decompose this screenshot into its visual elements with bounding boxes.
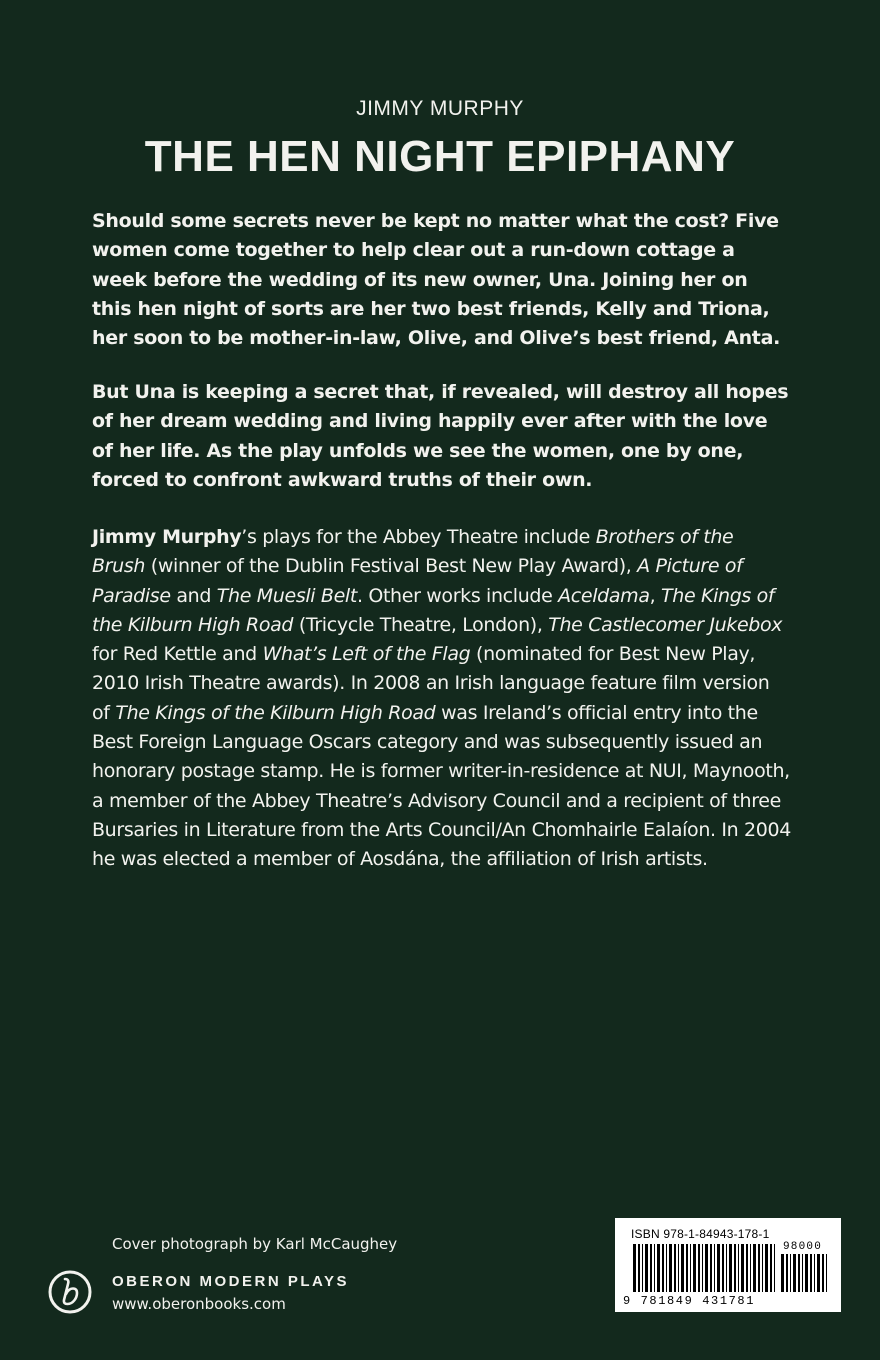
- barcode-bar: [814, 1254, 815, 1292]
- bio-text: . Other works include: [356, 584, 559, 607]
- barcode-bar: [793, 1254, 796, 1292]
- bio-text: (Tricycle Theatre, London),: [293, 613, 549, 636]
- bio-work-title: The Castlecomer Jukebox: [548, 613, 783, 636]
- series-name: OBERON MODERN PLAYS: [112, 1273, 349, 1290]
- barcode-bar: [774, 1244, 775, 1292]
- barcode-bar: [770, 1244, 772, 1292]
- bio-work-title: Aceldama: [558, 584, 650, 607]
- barcode-bar: [810, 1254, 812, 1292]
- barcode-bar: [642, 1244, 643, 1292]
- bio-work-title: What’s Left of the Flag: [262, 643, 471, 666]
- barcode-bar: [674, 1244, 676, 1292]
- barcode-bar: [802, 1254, 803, 1292]
- barcode-bar: [738, 1244, 739, 1292]
- barcode-bar: [758, 1244, 760, 1292]
- barcode-bar: [741, 1244, 744, 1292]
- bio-work-title: The Kings of the Kilburn High Road: [115, 701, 436, 724]
- barcode-bar: [734, 1244, 736, 1292]
- barcode-bar: [654, 1244, 655, 1292]
- barcode-bar: [657, 1244, 660, 1292]
- barcode-bar: [690, 1244, 691, 1292]
- barcode-addon-digits: 98000: [783, 1241, 823, 1253]
- bio-text: ’s plays for the Abbey Theatre include: [241, 526, 596, 548]
- barcode-bar: [666, 1244, 667, 1292]
- bio-text: ,: [649, 584, 661, 607]
- bio-work-title: The Kings of the Kilburn High Road: [92, 584, 775, 636]
- barcode-bar: [638, 1244, 640, 1292]
- barcode-digits: 9 781849 431781: [623, 1294, 756, 1308]
- barcode-bar: [633, 1244, 636, 1292]
- barcode-bar: [762, 1244, 763, 1292]
- barcode-bar: [702, 1244, 703, 1292]
- barcode-bar: [817, 1254, 820, 1292]
- barcode-bar: [662, 1244, 664, 1292]
- barcode-bar: [798, 1254, 800, 1292]
- barcode-bar: [786, 1254, 788, 1292]
- barcode-bar: [717, 1244, 720, 1292]
- barcode-bar: [750, 1244, 751, 1292]
- barcode-bar: [753, 1244, 756, 1292]
- blurb-paragraph-2: But Una is keeping a secret that, if revealed, will destroy all hopes of her dream wedding and living happily ever after with the love of her life. As the play unfolds we see the women, one by one, forced to confront awkward truths of their own.: [92, 381, 789, 491]
- barcode-bar: [722, 1244, 724, 1292]
- barcode-bar: [746, 1244, 748, 1292]
- author-name: JIMMY MURPHY: [356, 97, 524, 120]
- barcode-bar: [781, 1254, 784, 1292]
- barcode-bar: [681, 1244, 684, 1292]
- book-title: THE HEN NIGHT EPIPHANY: [144, 132, 736, 181]
- barcode-bar: [710, 1244, 712, 1292]
- bio-text: (winner of the Dublin Festival Best New Play Award),: [145, 555, 638, 578]
- bio-text: and: [170, 584, 217, 607]
- barcode-bar: [714, 1244, 715, 1292]
- bio-work-title: A Picture of Paradise: [92, 555, 743, 607]
- barcode-bar: [790, 1254, 791, 1292]
- publisher-website[interactable]: www.oberonbooks.com: [112, 1295, 286, 1313]
- barcode-bar: [805, 1254, 808, 1292]
- barcode-bar: [705, 1244, 708, 1292]
- photo-credit: Cover photograph by Karl McCaughey: [112, 1235, 398, 1253]
- author-bio: [92, 523, 792, 875]
- barcode-bar: [765, 1244, 768, 1292]
- bio-text: for Red Kettle and: [92, 643, 263, 666]
- bio-work-title: The Muesli Belt: [216, 584, 357, 607]
- barcode-bar: [726, 1244, 727, 1292]
- bio-work-title: Brothers of the Brush: [92, 526, 734, 578]
- bio-text: (nominated for Best New Play, 2010 Irish Theatre awards). In 2008 an Irish language feature film version of: [92, 643, 770, 724]
- blurb-paragraph-1: Should some secrets never be kept no matter what the cost? Five women come together to help clear out a run-down cottage a week before the wedding of its new owner, Una. Joining her on this hen night of sorts are her two best friends, Kelly and Triona, her soon to be mother-in-law, Olive, and Olive’s best friend, Anta.: [92, 210, 781, 350]
- barcode-bar: [678, 1244, 679, 1292]
- isbn-barcode: [615, 1218, 841, 1312]
- isbn-label: ISBN 978-1-84943-178-1: [631, 1227, 770, 1241]
- bio-text: was Ireland’s official entry into the Best Foreign Language Oscars category and was subsequently issued an honorary postage stamp. He is former writer-in-residence at NUI, Maynooth, a member of the Abbey Theatre’s Advisory Council and a recipient of three Bursaries in Literature from the Arts Council/An Chomhairle Ealaíon. In 2004 he was elected a member of Aosdána, the affiliation of Irish artists.: [92, 701, 791, 871]
- barcode-bar: [822, 1254, 824, 1292]
- barcode-bar: [693, 1244, 696, 1292]
- bio-author-name: Jimmy Murphy: [92, 526, 242, 548]
- barcode-bar: [650, 1244, 652, 1292]
- oberon-logo-icon: [48, 1270, 92, 1314]
- barcode-bar: [826, 1254, 827, 1292]
- barcode-bar: [645, 1244, 648, 1292]
- barcode-bar: [686, 1244, 688, 1292]
- barcode-bar: [669, 1244, 672, 1292]
- barcode-bar: [729, 1244, 732, 1292]
- barcode-bar: [698, 1244, 700, 1292]
